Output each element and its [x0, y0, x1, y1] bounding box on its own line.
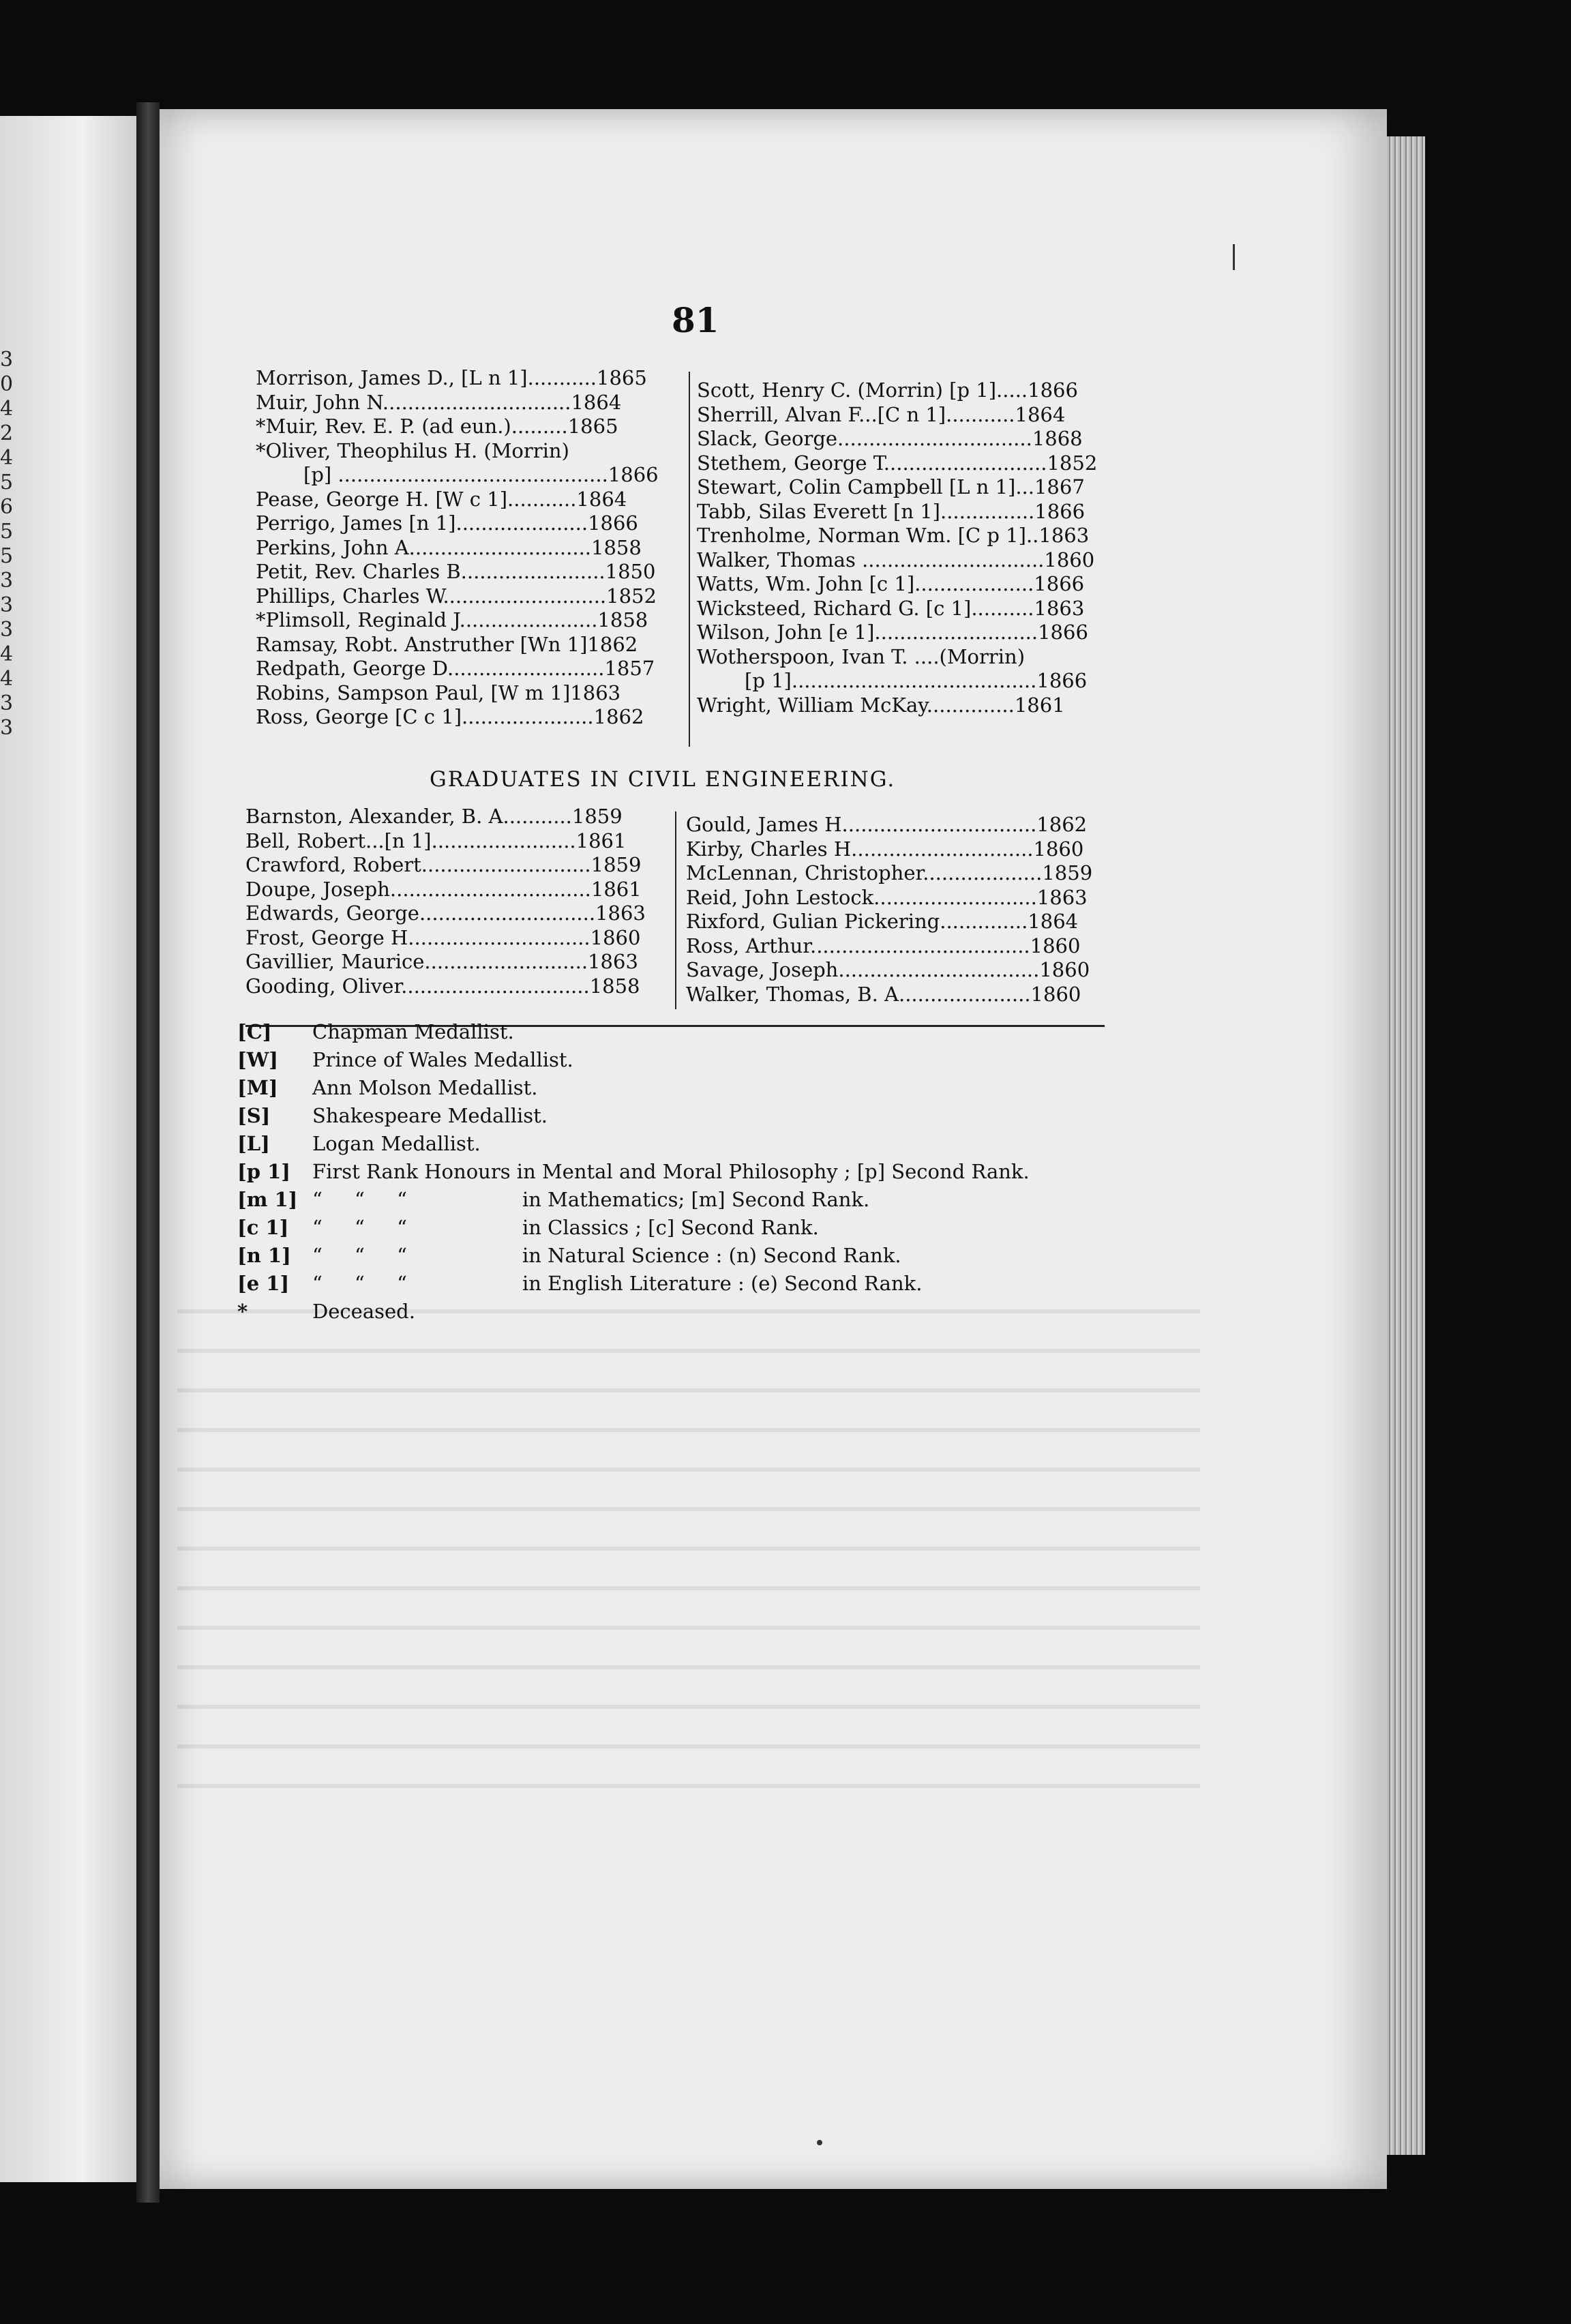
list-item: [p] ...........................................1866 — [303, 463, 659, 486]
key-description: Logan Medallist. — [312, 1132, 481, 1155]
list-item: Sherrill, Alvan F...[C n 1]...........1864 — [697, 402, 1066, 426]
key-symbol: [C] — [237, 1020, 272, 1043]
edge-digit: 2 — [0, 421, 14, 445]
key-description: Chapman Medallist. — [312, 1020, 514, 1043]
edge-digit: 6 — [0, 495, 14, 519]
key-description: Ann Molson Medallist. — [312, 1076, 538, 1099]
edge-digit: 3 — [0, 569, 14, 593]
key-description: in Classics ; [c] Second Rank. — [522, 1216, 819, 1239]
key-description: in Mathematics; [m] Second Rank. — [522, 1188, 870, 1211]
ditto-marks: “ “ “ — [312, 1216, 407, 1239]
list-item: Phillips, Charles W..........................1852 — [256, 584, 657, 608]
show-through-text — [177, 1309, 1200, 1800]
list-item: *Muir, Rev. E. P. (ad eun.).........1865 — [256, 415, 618, 438]
page-stack-edge — [1387, 136, 1425, 2155]
graduates-list-right — [697, 378, 1097, 717]
list-item: Stethem, George T..........................1852 — [697, 451, 1098, 475]
edge-digit: 3 — [0, 348, 14, 372]
edge-digit: 4 — [0, 667, 14, 691]
list-item: Wright, William McKay..............1861 — [697, 693, 1065, 717]
ditto-marks: “ “ “ — [312, 1188, 407, 1211]
edge-digit: 0 — [0, 372, 14, 396]
edge-digit: 4 — [0, 446, 14, 470]
ink-speck — [817, 2140, 822, 2145]
key-symbol: [m 1] — [237, 1188, 298, 1211]
edge-digit: 5 — [0, 471, 14, 494]
key-row — [237, 1102, 1165, 1130]
list-item: *Oliver, Theophilus H. (Morrin) — [256, 438, 569, 462]
list-item: Doupe, Joseph................................1861 — [245, 877, 642, 901]
list-item: Ross, George [C c 1].....................1862 — [256, 705, 644, 728]
edge-digit: 5 — [0, 544, 14, 568]
ditto-marks: “ “ “ — [312, 1272, 407, 1295]
facing-page-digits — [0, 348, 14, 741]
key-row — [237, 1270, 1165, 1298]
column-divider — [689, 372, 690, 747]
key-symbol: [W] — [237, 1048, 279, 1071]
key-symbol: [M] — [237, 1076, 278, 1099]
ink-mark — [1233, 244, 1235, 270]
list-item: Crawford, Robert...........................1859 — [245, 853, 642, 876]
list-item: Walker, Thomas, B. A.....................1860 — [686, 982, 1081, 1006]
list-item: Wotherspoon, Ivan T. ....(Morrin) — [697, 644, 1026, 668]
list-item: Watts, Wm. John [c 1]...................1866 — [697, 572, 1085, 595]
list-item: Reid, John Lestock..........................1863 — [686, 885, 1088, 909]
civil-engineering-list-right — [686, 813, 1092, 1007]
edge-digit: 3 — [0, 691, 14, 715]
list-item: [p 1].......................................1866 — [745, 669, 1088, 692]
key-symbol: [L] — [237, 1132, 270, 1155]
key-row — [237, 1214, 1165, 1242]
ditto-marks: “ “ “ — [312, 1244, 407, 1267]
symbol-key — [237, 1018, 1165, 1326]
key-description: First Rank Honours in Mental and Moral Philosophy ; [p] Second Rank. — [312, 1160, 1030, 1183]
list-item: Bell, Robert...[n 1].......................1861 — [245, 829, 627, 852]
edge-digit: 5 — [0, 520, 14, 543]
list-item: Gavillier, Maurice..........................1863 — [245, 950, 638, 973]
key-row — [237, 1186, 1165, 1214]
key-description: Shakespeare Medallist. — [312, 1104, 548, 1127]
key-row — [237, 1074, 1165, 1102]
list-item: Savage, Joseph................................1860 — [686, 958, 1090, 981]
key-symbol: * — [237, 1300, 248, 1323]
book-gutter — [136, 102, 160, 2203]
column-divider — [675, 811, 676, 1009]
list-item: Petit, Rev. Charles B.......................1850 — [256, 560, 656, 583]
key-description: Deceased. — [312, 1300, 415, 1323]
key-row — [237, 1158, 1165, 1186]
key-description: in Natural Science : (n) Second Rank. — [522, 1244, 901, 1267]
list-item: Slack, George...............................1868 — [697, 427, 1083, 450]
key-row — [237, 1046, 1165, 1074]
list-item: Redpath, George D.........................1857 — [256, 657, 655, 680]
page-number: 81 — [672, 300, 719, 340]
key-symbol: [p 1] — [237, 1160, 290, 1183]
key-description: in English Literature : (e) Second Rank. — [522, 1272, 923, 1295]
list-item: Kirby, Charles H.............................1860 — [686, 837, 1084, 861]
list-item: Rixford, Gulian Pickering..............1864 — [686, 910, 1079, 933]
key-row — [237, 1018, 1165, 1046]
list-item: Frost, George H.............................1860 — [245, 925, 641, 949]
civil-engineering-list-left — [245, 805, 646, 998]
key-description: Prince of Wales Medallist. — [312, 1048, 573, 1071]
graduates-list-left — [256, 366, 659, 730]
list-item: Ross, Arthur...................................1860 — [686, 934, 1081, 957]
list-item: Scott, Henry C. (Morrin) [p 1].....1866 — [697, 378, 1078, 402]
edge-digit: 3 — [0, 716, 14, 740]
key-row — [237, 1242, 1165, 1270]
list-item: Trenholme, Norman Wm. [C p 1]..1863 — [697, 524, 1090, 547]
list-item: Tabb, Silas Everett [n 1]...............1866 — [697, 499, 1086, 523]
list-item: Robins, Sampson Paul, [W m 1]1863 — [256, 681, 621, 704]
list-item: Gould, James H...............................1862 — [686, 813, 1088, 836]
list-item: Gooding, Oliver..............................1858 — [245, 974, 640, 998]
list-item: Wicksteed, Richard G. [c 1]..........1863 — [697, 596, 1085, 620]
list-item: Pease, George H. [W c 1]...........1864 — [256, 487, 627, 511]
list-item: Stewart, Colin Campbell [L n 1]...1867 — [697, 475, 1085, 498]
key-symbol: [n 1] — [237, 1244, 291, 1267]
list-item: Ramsay, Robt. Anstruther [Wn 1]1862 — [256, 632, 638, 656]
section-heading: GRADUATES IN CIVIL ENGINEERING. — [430, 767, 896, 792]
list-item: Perrigo, James [n 1].....................1866 — [256, 511, 638, 535]
list-item: *Plimsoll, Reginald J......................1858 — [256, 608, 648, 631]
list-item: Perkins, John A.............................1858 — [256, 535, 642, 559]
list-item: Barnston, Alexander, B. A...........1859 — [245, 805, 623, 828]
list-item: Wilson, John [e 1]..........................1866 — [697, 621, 1088, 644]
edge-digit: 4 — [0, 397, 14, 421]
key-symbol: [S] — [237, 1104, 271, 1127]
list-item: Edwards, George............................1863 — [245, 902, 646, 925]
facing-page-edge — [0, 116, 136, 2182]
list-item: McLennan, Christopher...................1859 — [686, 861, 1093, 884]
edge-digit: 3 — [0, 618, 14, 642]
key-symbol: [c 1] — [237, 1216, 289, 1239]
list-item: Morrison, James D., [L n 1]...........1865 — [256, 366, 647, 389]
edge-digit: 4 — [0, 642, 14, 666]
key-symbol: [e 1] — [237, 1272, 290, 1295]
list-item: Walker, Thomas .............................1860 — [697, 548, 1095, 571]
list-item: Muir, John N..............................1864 — [256, 390, 622, 414]
key-row — [237, 1130, 1165, 1158]
edge-digit: 3 — [0, 593, 14, 617]
